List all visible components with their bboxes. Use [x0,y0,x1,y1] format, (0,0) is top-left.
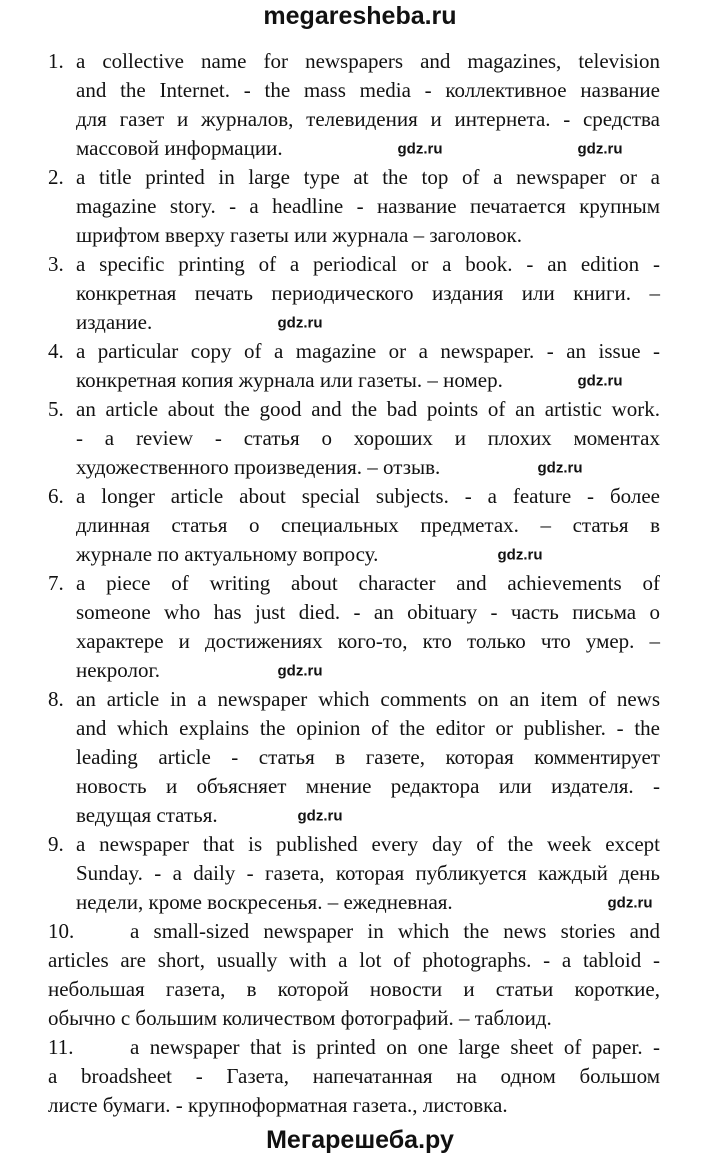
item-text-line: шрифтом вверху газеты или журнала – заголовок. [76,223,523,247]
item-number: 6. [48,484,64,508]
item-text-line: a longer article about special subjects. - a feature - более [76,484,660,508]
item-text-line: articles are short, usually with a lot of photographs. - a tabloid - [48,948,660,972]
item-text-line: a particular copy of a magazine or a newspaper. - an issue - [76,339,660,363]
item-text-line: an article about the good and the bad points of an artistic work. [76,397,660,421]
item-text-line: для газет и журналов, телевидения и интернета. - средства [76,107,660,131]
item-number: 1. [48,49,64,73]
item-text-line: magazine story. - a headline - название печатается крупным [76,194,660,218]
item-text-line: длинная статья о специальных предметах. – статья в [76,513,660,537]
item-text-line: a collective name for newspapers and magazines, television [76,49,660,73]
item-text-line: небольшая газета, в которой новости и статьи короткие, [48,977,660,1001]
list-item [48,569,660,685]
list-item [48,337,660,395]
item-text-line: некролог. [76,658,160,682]
list-item [48,482,660,569]
watermark-text: gdz.ru [577,372,623,390]
item-text-line: leading article - статья в газете, которая комментирует [76,745,660,769]
item-number: 9. [48,832,64,856]
item-text-line: конкретная копия журнала или газеты. – номер. [76,368,503,392]
item-text-line: художественного произведения. – отзыв. [76,455,441,479]
watermark-text: gdz.ru [397,140,443,158]
item-text-line: - a review - статья о хороших и плохих моментах [76,426,660,450]
item-text-line: издание. [76,310,153,334]
vocabulary-list [48,47,660,1120]
item-text-line: конкретная печать периодического издания или книги. – [76,281,660,305]
list-item [48,917,660,1033]
item-text-line: журнале по актуальному вопросу. [76,542,379,566]
item-number: 8. [48,687,64,711]
item-text-line: someone who has just died. - an obituary - часть письма о [76,600,660,624]
item-number: 10. [48,919,75,943]
watermark-text: gdz.ru [607,894,653,912]
item-text-line: a newspaper that is printed on one large sheet of paper. - [130,1035,660,1059]
watermark-text: gdz.ru [497,546,543,564]
item-text-line: a specific printing of a periodical or a book. - an edition - [76,252,660,276]
item-number: 11. [48,1035,74,1059]
watermark-text: gdz.ru [277,662,323,680]
item-text-line: a piece of writing about character and achievements of [76,571,660,595]
list-item [48,830,660,917]
list-item [48,685,660,830]
item-text-line: a newspaper that is published every day of the week except [76,832,660,856]
watermark-text: gdz.ru [577,140,623,158]
list-item [48,47,660,163]
item-text-line: and which explains the opinion of the editor or publisher. - the [76,716,660,740]
item-number: 4. [48,339,64,363]
list-item [48,1033,660,1120]
list-item [48,250,660,337]
site-header: megaresheba.ru [263,2,457,30]
watermark-text: gdz.ru [537,459,583,477]
item-text-line: a small-sized newspaper in which the news stories and [130,919,660,943]
item-text-line: Sunday. - a daily - газета, которая публикуется каждый день [76,861,660,885]
item-number: 2. [48,165,64,189]
item-text-line: a title printed in large type at the top of a newspaper or a [76,165,660,189]
list-item [48,163,660,250]
item-text-line: новость и объясняет мнение редактора или издателя. - [76,774,660,798]
item-number: 3. [48,252,64,276]
item-text-line: a broadsheet - Газета, напечатанная на одном большом [48,1064,660,1088]
item-text-line: an article in a newspaper which comments on an item of news [76,687,660,711]
item-text-line: and the Internet. - the mass media - коллективное название [76,78,660,102]
watermark-text: gdz.ru [297,807,343,825]
watermark-text: gdz.ru [277,314,323,332]
item-text-line: массовой информации. [76,136,283,160]
item-text-line: обычно с большим количеством фотографий. – таблоид. [48,1006,552,1030]
item-text-line: недели, кроме воскресенья. – ежедневная. [76,890,453,914]
item-text-line: характере и достижениях кого-то, кто только что умер. – [76,629,660,653]
item-number: 5. [48,397,64,421]
item-text-line: листе бумаги. - крупноформатная газета., листовка. [48,1093,508,1117]
item-number: 7. [48,571,64,595]
item-text-line: ведущая статья. [76,803,218,827]
site-footer: Мегарешеба.ру [266,1126,454,1154]
